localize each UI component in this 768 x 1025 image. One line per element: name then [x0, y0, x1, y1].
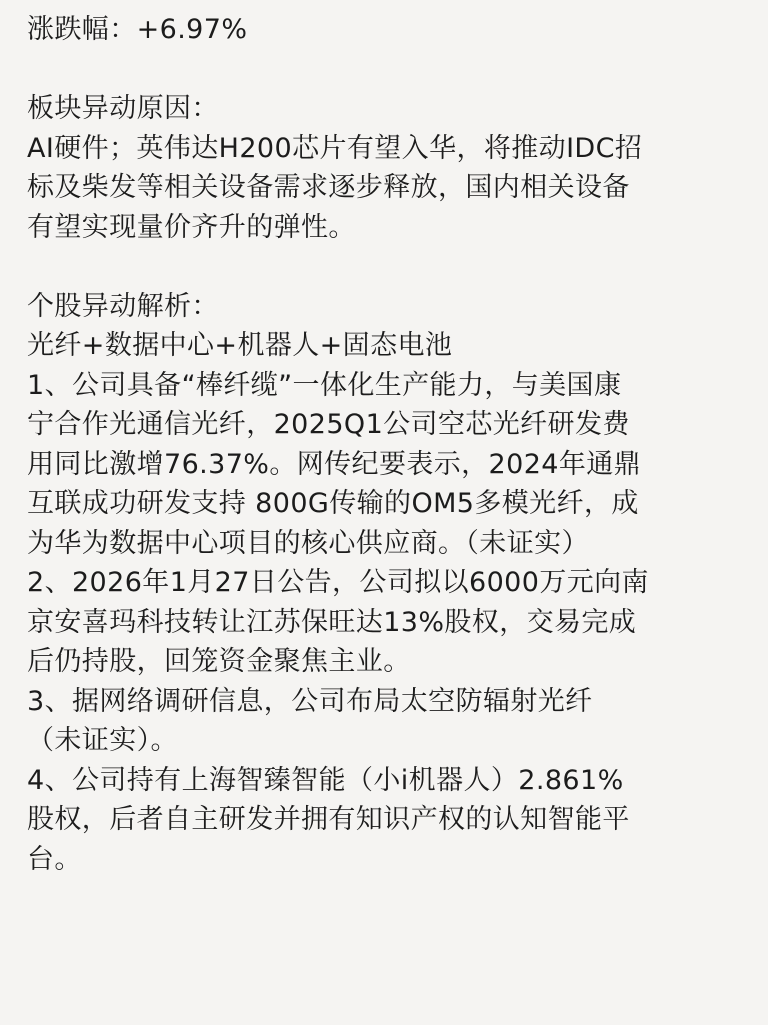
blank-line [27, 50, 749, 90]
text-line: 京安喜玛科技转让江苏保旺达13%股权，交易完成 [27, 606, 637, 638]
text-line: （未证实）。 [27, 725, 178, 756]
text-line: AI硬件；英伟达H200芯片有望入华，将推动IDC招 [27, 132, 643, 164]
text-line: 3、据网络调研信息，公司布局太空防辐射光纤 [27, 685, 593, 717]
text-line: 台。 [27, 843, 82, 875]
price-change: 涨跌幅：+6.97% [27, 14, 248, 45]
sector-reason-paragraph [27, 129, 749, 248]
text-line: 为华为数据中心项目的核心供应商。（未证实） [27, 527, 589, 559]
blank-line [27, 247, 749, 287]
text-line: 互联成功研发支持 800G传输的OM5多模光纤，成 [27, 488, 639, 519]
text-line: 标及柴发等相关设备需求逐步释放，国内相关设备 [27, 172, 630, 203]
text-line: 4、公司持有上海智臻智能（小i机器人）2.861% [27, 764, 624, 796]
analysis-point-4 [27, 761, 749, 880]
article-body [27, 10, 749, 879]
text-line: 宁合作光通信光纤，2025Q1公司空芯光纤研发费 [27, 409, 630, 440]
concept-tags: 光纤+数据中心+机器人+固态电池 [27, 330, 453, 361]
analysis-point-3 [27, 682, 749, 761]
analysis-point-2 [27, 563, 749, 682]
stock-analysis-heading: 个股异动解析： [27, 290, 219, 322]
text-line: 2、2026年1月27日公告，公司拟以6000万元向南 [27, 567, 649, 598]
text-line: 用同比激增76.37%。网传纪要表示，2024年通鼎 [27, 448, 642, 480]
text-line: 股权，后者自主研发并拥有知识产权的认知智能平 [27, 804, 630, 835]
sector-reason-heading: 板块异动原因： [27, 93, 219, 124]
text-line: 后仍持股，回笼资金聚焦主业。 [27, 646, 411, 677]
text-line: 有望实现量价齐升的弹性。 [27, 211, 356, 243]
analysis-point-1 [27, 366, 749, 564]
text-line: 1、公司具备“棒纤缆”一体化生产能力，与美国康 [27, 369, 622, 401]
